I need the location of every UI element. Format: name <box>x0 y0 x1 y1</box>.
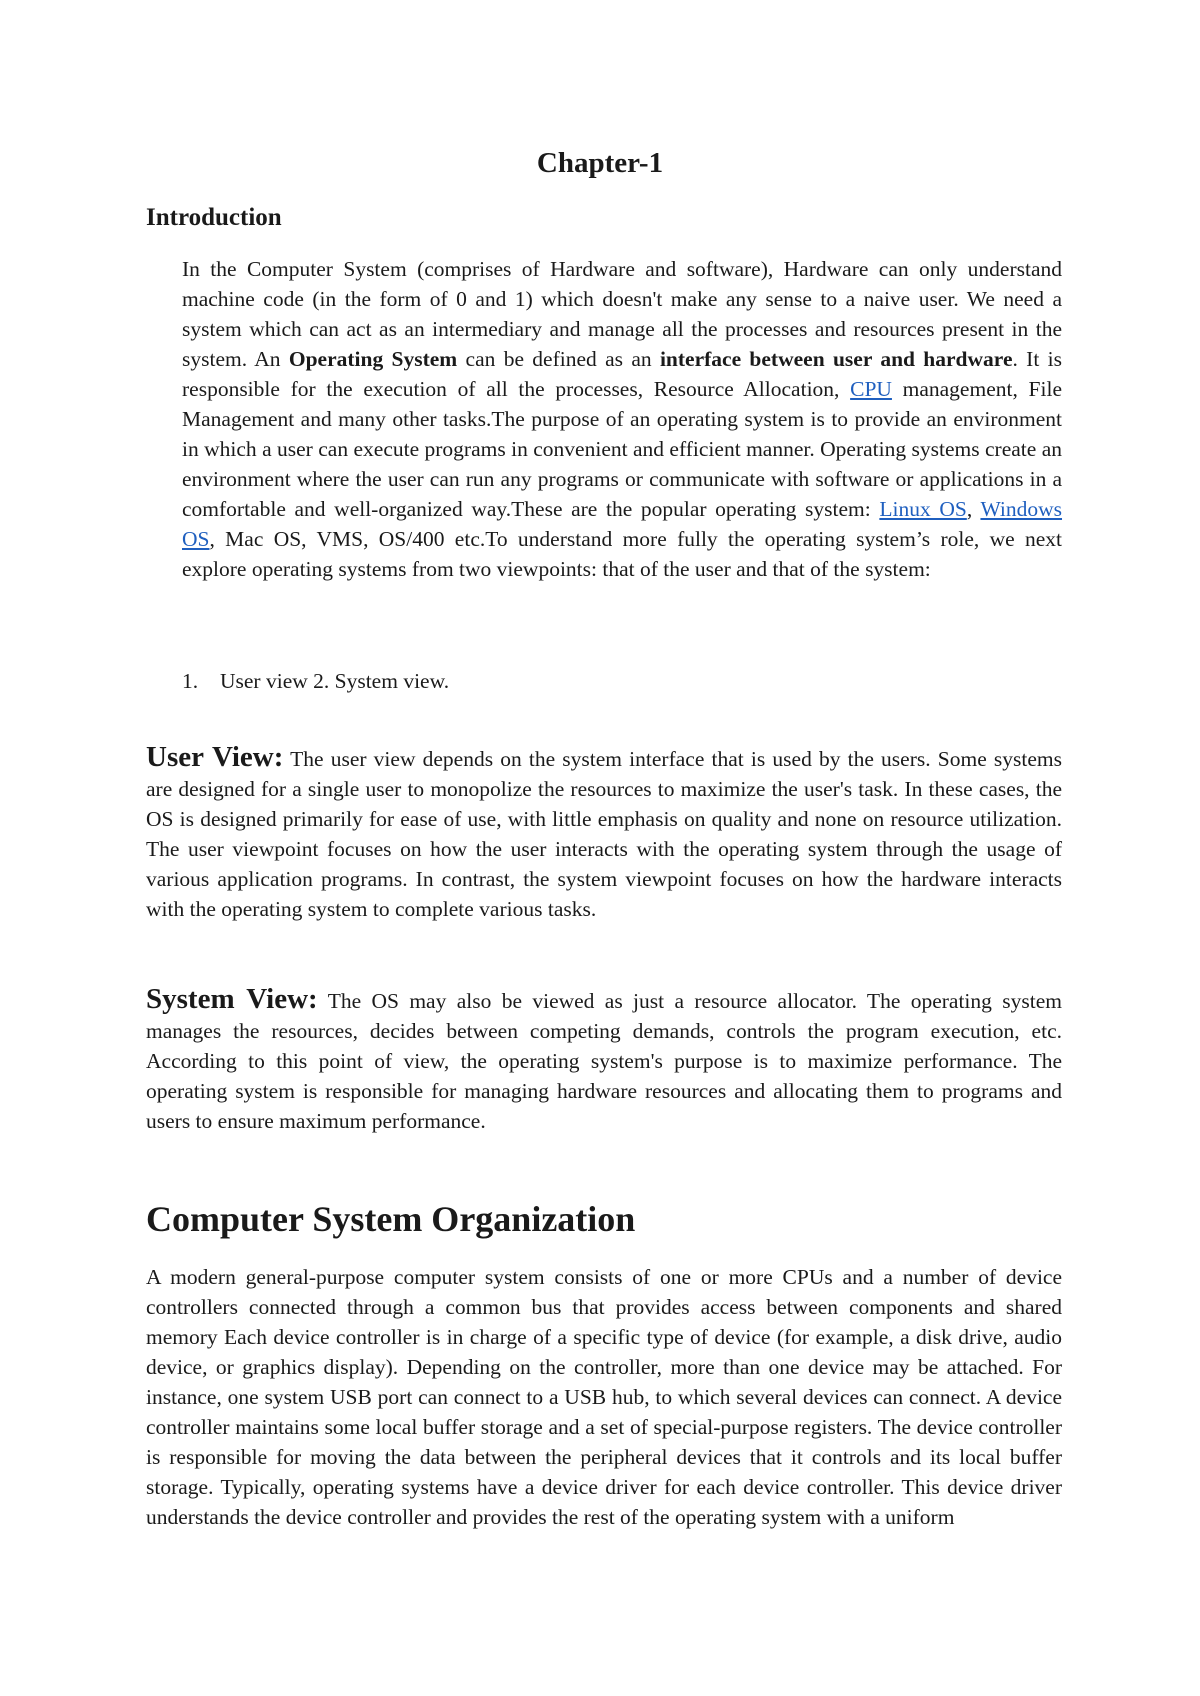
computer-system-organization-heading: Computer System Organization <box>146 1199 636 1239</box>
bold-interface-phrase: interface between user and hardware <box>659 347 1013 371</box>
intro-text-3: . It is responsible for the execution of all the processes, Resource Allocation, <box>182 347 1062 401</box>
bold-operating-system: Operating System <box>288 347 458 371</box>
list-text: User view 2. System view. <box>220 669 450 693</box>
chapter-title: Chapter-1 <box>536 147 664 179</box>
intro-text-4: management, File Management and many other tasks.The purpose of an operating system is to provide an environment in which a user can execute programs in convenient and efficient manner. Operating systems create an environment where the user can run any programs or communicate with software or applications in a comfortable and well-organized way.These are the popular operating system: <box>182 377 1062 521</box>
introduction-heading: Introduction <box>146 204 282 231</box>
system-view-heading: System View: <box>146 983 318 1015</box>
intro-text-2: can be defined as an <box>457 347 660 371</box>
intro-text-6: , Mac OS, VMS, OS/400 etc.To understand more fully the operating system’s role, we next explore operating systems from two viewpoints: that of the user and that of the system: <box>182 527 1062 581</box>
list-number: 1. <box>182 669 199 693</box>
cpu-link[interactable]: CPU <box>850 377 892 401</box>
linux-os-link[interactable]: Linux OS <box>879 497 967 521</box>
system-view-paragraph <box>146 984 1062 1136</box>
user-view-heading: User View: <box>146 741 284 773</box>
system-view-text: The OS may also be viewed as just a resource allocator. The operating system manages the resources, decides between competing demands, controls the program execution, etc. According to this point of view, the operating system's purpose is to maximize performance. The operating system is responsible for managing hardware resources and allocating them to programs and users to ensure maximum performance. <box>146 989 1062 1133</box>
computer-system-organization-paragraph: A modern general-purpose computer system consists of one or more CPUs and a number of device controllers connected through a common bus that provides access between components and shared memory Each device controller is in charge of a specific type of device (for example, a disk drive, audio device, or graphics display). Depending on the controller, more than one device may be attached. For instance, one system USB port can connect to a USB hub, to which several devices can connect. A device controller maintains some local buffer storage and a set of special-purpose registers. The device controller is responsible for moving the data between the peripheral devices that it controls and its local buffer storage. Typically, operating systems have a device driver for each device controller. This device driver understands the device controller and provides the rest of the operating system with a uniform <box>146 1265 1062 1529</box>
introduction-paragraph <box>182 254 1062 584</box>
intro-text-5: , <box>966 497 981 521</box>
intro-text-1: In the Computer System (comprises of Hardware and software), Hardware can only understand machine code (in the form of 0 and 1) which doesn't make any sense to a naive user. We need a system which can act as an intermediary and manage all the processes and resources present in the system. An <box>182 257 1062 371</box>
user-view-paragraph <box>146 742 1062 924</box>
user-view-text: The user view depends on the system interface that is used by the users. Some systems are designed for a single user to monopolize the resources to maximize the user's task. In these cases, the OS is designed primarily for ease of use, with little emphasis on quality and none on resource utilization. The user viewpoint focuses on how the user interacts with the operating system through the usage of various application programs. In contrast, the system viewpoint focuses on how the hardware interacts with the operating system to complete various tasks. <box>146 747 1062 921</box>
windows-os-link[interactable]: Windows OS <box>182 497 1063 551</box>
list-item <box>182 666 449 696</box>
